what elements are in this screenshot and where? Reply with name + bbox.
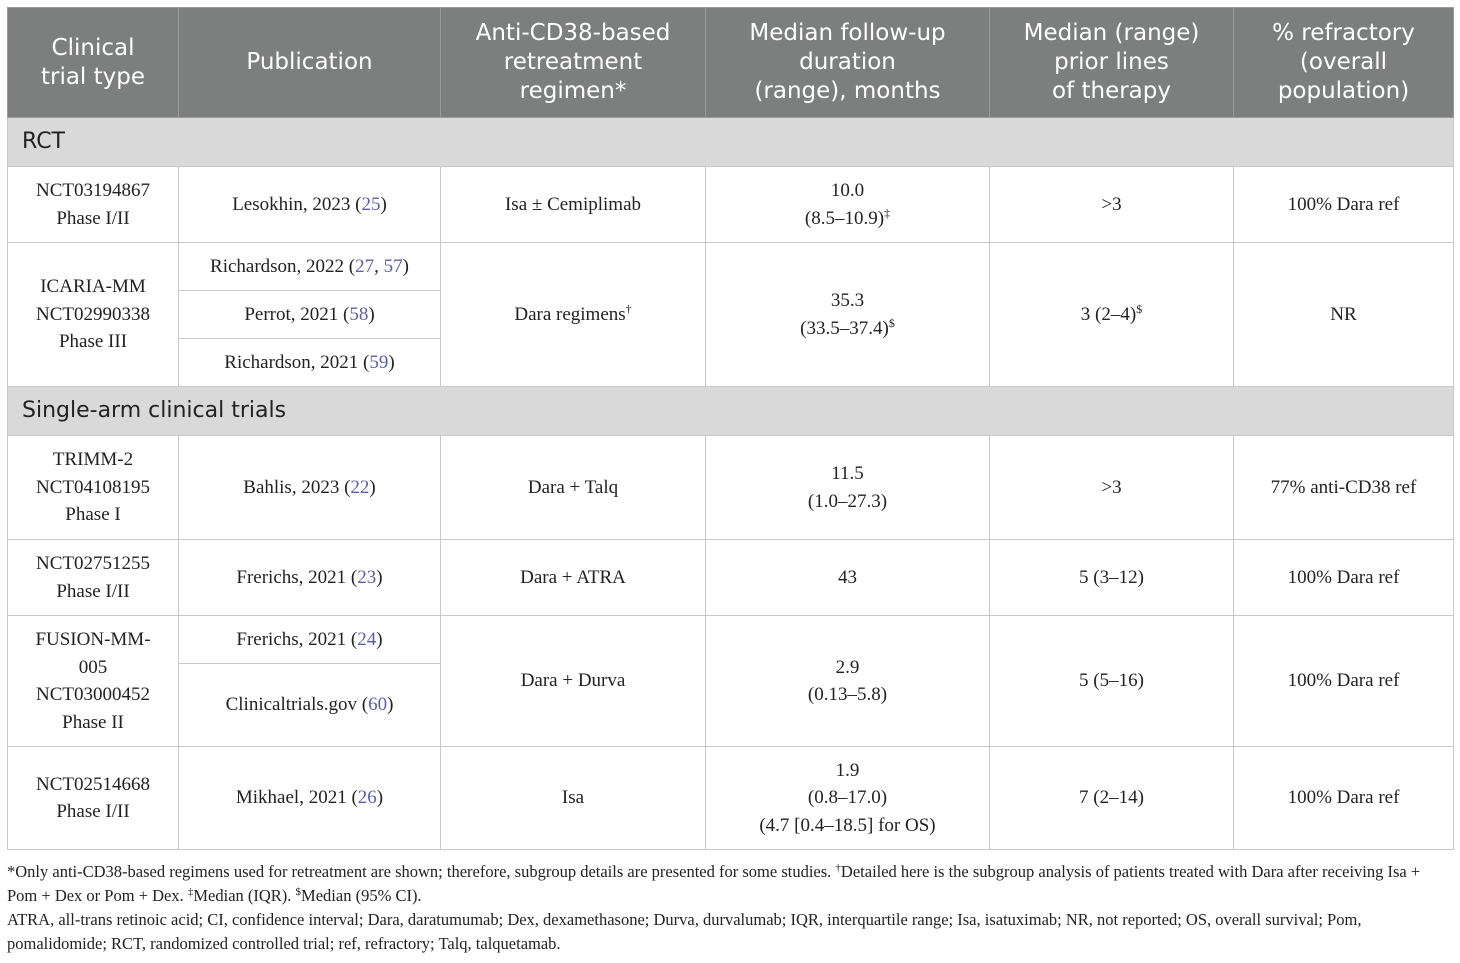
publication-cell: Bahlis, 2023 (22) (179, 436, 441, 540)
followup-cell: 2.9 (0.13–5.8) (706, 616, 990, 747)
refractory-cell: 100% Dara ref (1234, 747, 1454, 850)
section-row-rct (8, 118, 1454, 167)
publication-cell: Perrot, 2021 (58) (179, 291, 441, 339)
table-container (7, 7, 1453, 850)
header-row (8, 8, 1454, 118)
prior-lines-cell: 7 (2–14) (990, 747, 1234, 850)
prior-lines-cell: 5 (3–12) (990, 540, 1234, 616)
reference-link[interactable]: 59 (369, 351, 389, 373)
publication-cell: Richardson, 2021 (59) (179, 339, 441, 387)
trial-cell: ICARIA-MM NCT02990338 Phase III (8, 243, 179, 387)
reference-link[interactable]: 24 (357, 628, 377, 650)
regimen-cell: Dara regimens† (441, 243, 706, 387)
section-label: RCT (8, 118, 1454, 167)
followup-cell: 11.5 (1.0–27.3) (706, 436, 990, 540)
table-row (8, 747, 1454, 850)
regimen-cell: Dara + ATRA (441, 540, 706, 616)
table-row (8, 436, 1454, 540)
followup-cell: 10.0 (8.5–10.9)‡ (706, 167, 990, 243)
regimen-cell: Dara + Talq (441, 436, 706, 540)
prior-lines-cell: 3 (2–4)$ (990, 243, 1234, 387)
regimen-cell: Isa (441, 747, 706, 850)
trial-cell: TRIMM-2 NCT04108195 Phase I (8, 436, 179, 540)
followup-cell: 1.9 (0.8–17.0) (4.7 [0.4–18.5] for OS) (706, 747, 990, 850)
trial-cell: FUSION-MM- 005 NCT03000452 Phase II (8, 616, 179, 747)
reference-link[interactable]: 26 (357, 787, 377, 809)
section-label: Single-arm clinical trials (8, 387, 1454, 436)
reference-link[interactable]: 25 (361, 193, 381, 215)
refractory-cell: 100% Dara ref (1234, 616, 1454, 747)
reference-link[interactable]: 57 (383, 255, 403, 277)
trial-cell: NCT02514668 Phase I/II (8, 747, 179, 850)
header-prior-lines: Median (range) prior lines of therapy (990, 8, 1234, 118)
publication-cell: Frerichs, 2021 (23) (179, 540, 441, 616)
table-row (8, 167, 1454, 243)
header-refractory: % refractory (overall population) (1234, 8, 1454, 118)
table-row (8, 243, 1454, 291)
trial-cell: NCT03194867 Phase I/II (8, 167, 179, 243)
reference-link[interactable]: 60 (368, 694, 388, 716)
table-row (8, 616, 1454, 664)
publication-cell: Lesokhin, 2023 (25) (179, 167, 441, 243)
refractory-cell: 100% Dara ref (1234, 167, 1454, 243)
section-row-single-arm (8, 387, 1454, 436)
prior-lines-cell: >3 (990, 436, 1234, 540)
footnote-symbols: *Only anti-CD38-based regimens used for retreatment are shown; therefore, subgroup details are presented for some studies. †Detailed here is the subgroup analysis of patients treated with Dara after receiving Isa + Pom + Dex or Pom + Dex. ‡Median (IQR). $Median (95% CI). (7, 862, 1421, 905)
regimen-cell: Isa ± Cemiplimab (441, 167, 706, 243)
reference-link[interactable]: 58 (349, 303, 369, 325)
followup-cell: 43 (706, 540, 990, 616)
refractory-cell: 77% anti-CD38 ref (1234, 436, 1454, 540)
reference-link[interactable]: 27 (355, 255, 375, 277)
refractory-cell: NR (1234, 243, 1454, 387)
regimen-cell: Dara + Durva (441, 616, 706, 747)
prior-lines-cell: >3 (990, 167, 1234, 243)
trial-cell: NCT02751255 Phase I/II (8, 540, 179, 616)
reference-link[interactable]: 23 (357, 566, 377, 588)
followup-cell: 35.3 (33.5–37.4)$ (706, 243, 990, 387)
publication-cell: Frerichs, 2021 (24) (179, 616, 441, 664)
clinical-trials-table (7, 7, 1454, 850)
reference-link[interactable]: 22 (350, 476, 370, 498)
footnote-abbreviations: ATRA, all-trans retinoic acid; CI, confidence interval; Dara, daratumumab; Dex, dexamethasone; Durva, durvalumab; IQR, interquartile range; Isa, isatuximab; NR, not reported; OS, overall survival; Pom, pomalidomide; RCT, randomized controlled trial; ref, refractory; Talq, talquetamab. (7, 910, 1362, 953)
publication-cell: Mikhael, 2021 (26) (179, 747, 441, 850)
publication-cell: Richardson, 2022 (27, 57) (179, 243, 441, 291)
table-row (8, 540, 1454, 616)
prior-lines-cell: 5 (5–16) (990, 616, 1234, 747)
header-publication: Publication (179, 8, 441, 118)
publication-cell: Clinicaltrials.gov (60) (179, 664, 441, 747)
header-regimen: Anti-CD38-based retreatment regimen* (441, 8, 706, 118)
header-trial-type: Clinical trial type (8, 8, 179, 118)
refractory-cell: 100% Dara ref (1234, 540, 1454, 616)
table-footnotes (7, 860, 1453, 956)
header-followup: Median follow-up duration (range), months (706, 8, 990, 118)
